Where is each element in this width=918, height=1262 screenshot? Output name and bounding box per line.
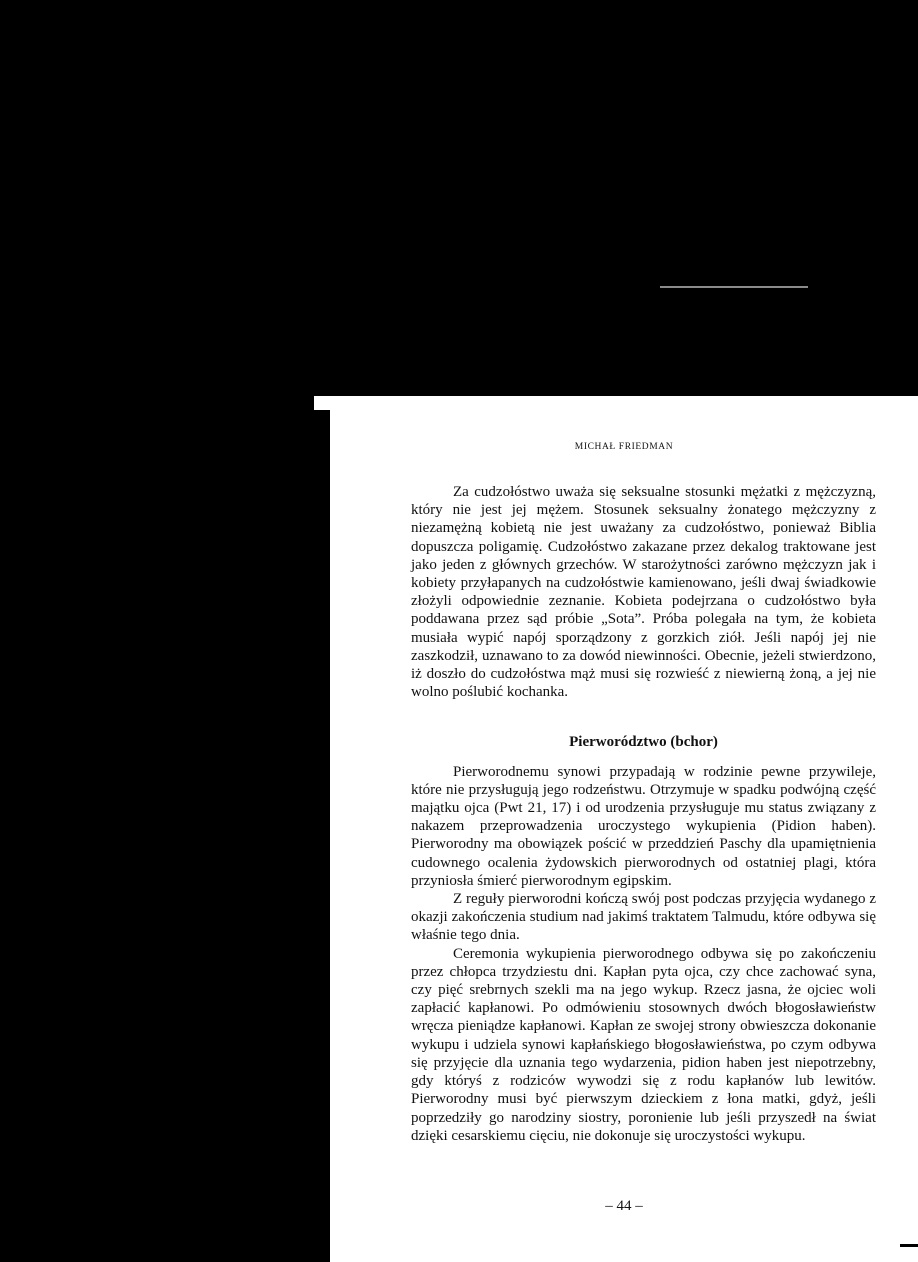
body-paragraph: Z reguły pierworodni kończą swój post podczas przyjęcia wydanego z okazji zakończenia studium nad jakimś traktatem Talmudu, które odbywa się właśnie tego dnia. [411, 891, 876, 944]
scan-rule-line [660, 286, 808, 288]
body-paragraph: Ceremonia wykupienia pierworodnego odbywa się po zakończeniu przez chłopca trzydziestu dni. Kapłan pyta ojca, czy chce zachować syna, czy pięć srebrnych szekli ma na jego wykup. Rzecz jasna, że ojciec woli zapłacić kapłanowi. Po odmówieniu stosownych dwóch błogosławieństw wręcza pieniądze kapłanowi. Kapłan ze swojej strony obwieszcza dokonanie wykupu i udziela synowi kapłańskiego błogosławieństwa, po czym odbywa się przyjęcie dla uznania tego wydarzenia, pidion haben jest niepotrzebny, gdy któryś z rodziców wywodzi się z rodu kapłanów lub lewitów. Pierworodny musi być pierwszym dzieckiem z łona matki, gdyż, jeśli poprzedziły go narodziny siostry, poronienie lub jeśli przyszedł na świat dzięki cesarskiemu cięciu, nie dokonuje się uroczystości wykupu. [411, 945, 876, 1144]
page-number: – 44 – [605, 1198, 643, 1214]
document-page [330, 396, 918, 1262]
body-paragraph: Za cudzołóstwo uważa się seksualne stosunki mężatki z mężczyzną, który nie jest jej mężem. Stosunek seksualny żonatego mężczyzny z niezamężną kobietą nie jest uważany za cudzołóstwo, ponieważ Biblia dopuszcza poligamię. Cudzołóstwo zakazane przez dekalog traktowane jest jako jeden z głównych grzechów. W starożytności zarówno mężczyzn jak i kobiety przyłapanych na cudzołóstwie kamienowano, jeśli dwaj świadkowie złożyli odpowiednie zeznanie. Kobieta podejrzana o cudzołóstwo była poddawana przez sąd próbie „Sota”. Próba polegała na tym, że kobieta musiała wypić napój sporządzony z gorzkich ziół. Jeśli napój jej nie zaszkodził, uznawano to za dowód niewinności. Obecnie, jeżeli stwierdzono, iż doszło do cudzołóstwa mąż musi się rozwieść z niewierną żoną, a jej nie wolno poślubić kochanka. [411, 484, 876, 701]
page-body [411, 483, 876, 1145]
scan-corner-mark [900, 1244, 918, 1247]
section-title: Pierworództwo (bchor) [569, 734, 718, 751]
body-paragraph: Pierworodnemu synowi przypadają w rodzinie pewne przywileje, które nie przysługują jego rodzeństwu. Otrzymuje w spadku podwójną część majątku ojca (Pwt 21, 17) i od urodzenia przysługuje mu status związany z nakazem przeprowadzenia uroczystego wykupienia (Pidion haben). Pierworodny ma obowiązek pościć w przeddzień Paschy dla upamiętnienia cudownego ocalenia żydowskich pierworodnych od ostatniej plagi, która przyniosła śmierć pierworodnym egipskim. [411, 763, 876, 889]
running-head: MICHAŁ FRIEDMAN [574, 442, 674, 452]
